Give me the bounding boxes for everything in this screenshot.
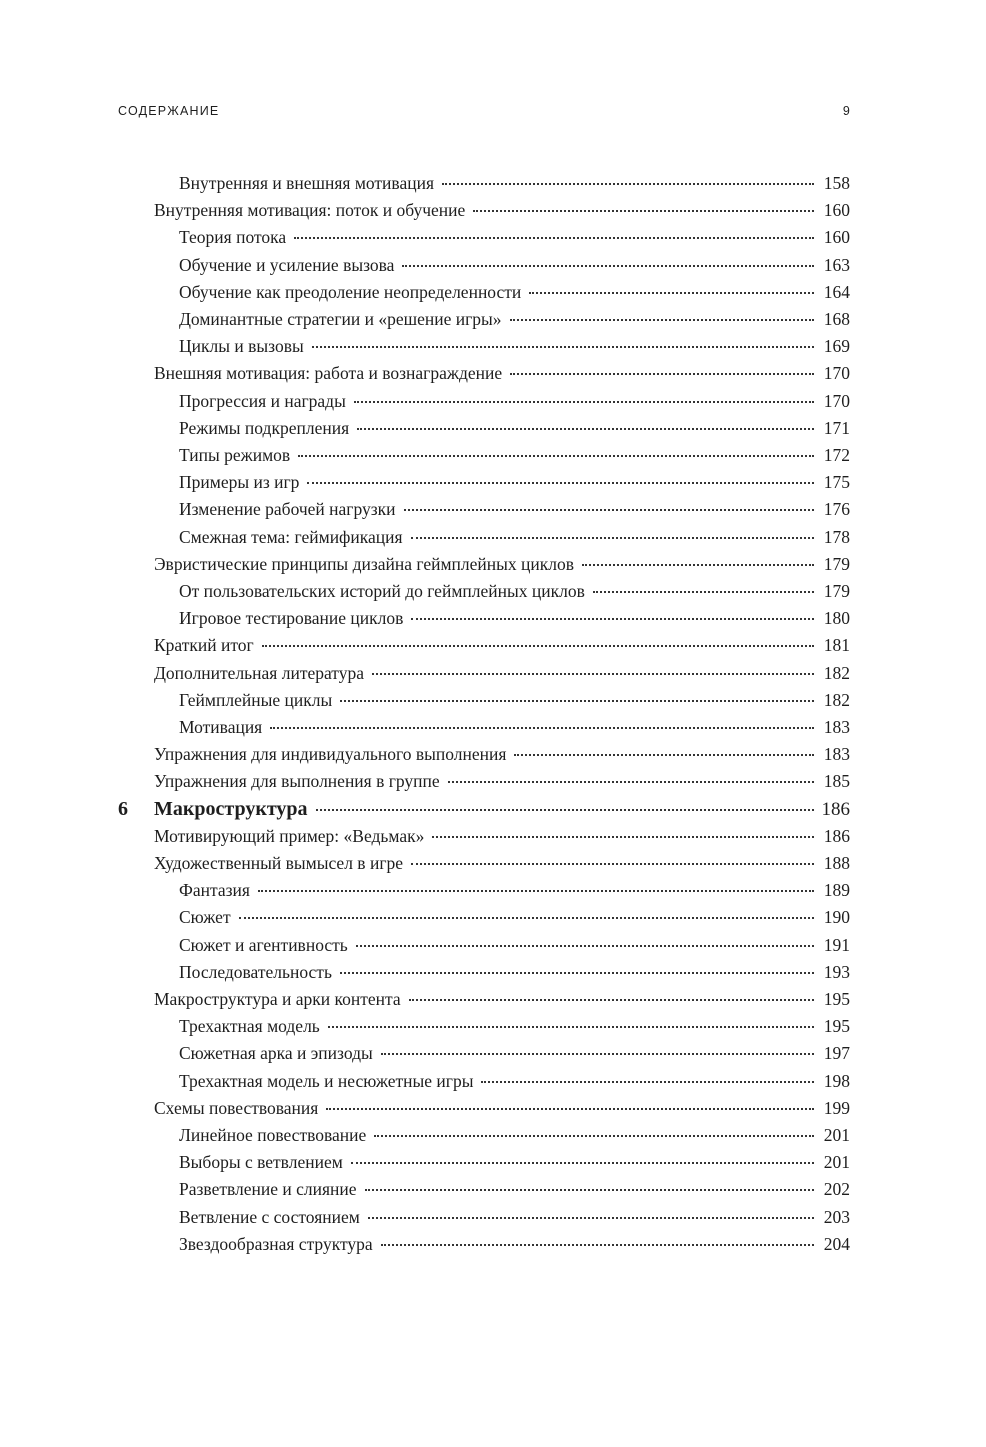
dot-leader (432, 836, 814, 838)
dot-leader (529, 292, 814, 294)
toc-entry[interactable] (154, 552, 850, 576)
toc-entry[interactable] (179, 1150, 850, 1174)
entry-title: Внутренняя и внешняя мотивация (179, 173, 435, 193)
entry-title: Выборы с ветвлением (179, 1152, 343, 1173)
toc-entry[interactable] (179, 389, 850, 413)
entry-title: Разветвление и слияние (179, 1179, 357, 1200)
dot-leader (473, 210, 814, 212)
chapter-number: 6 (118, 797, 128, 820)
entry-page-number: 190 (823, 907, 850, 928)
entry-title: Фантазия (179, 880, 250, 901)
toc-chapter-entry[interactable] (118, 797, 850, 822)
dot-leader (411, 537, 814, 539)
toc-entry[interactable] (179, 225, 850, 249)
entry-page-number: 158 (823, 173, 850, 193)
dot-leader (328, 1026, 814, 1028)
entry-title: Трехактная модель (179, 1016, 320, 1037)
entry-page-number: 169 (823, 336, 850, 357)
entry-title: Игровое тестирование циклов (179, 608, 404, 629)
entry-title: Обучение и усиление вызова (179, 254, 395, 275)
entry-page-number: 195 (823, 989, 850, 1009)
entry-page-number: 199 (823, 1097, 850, 1118)
entry-title: Примеры из игр (179, 472, 300, 493)
entry-title: Макроструктура (154, 797, 308, 820)
dot-leader (409, 999, 814, 1001)
dot-leader (270, 727, 814, 729)
toc-entry[interactable] (154, 769, 850, 793)
toc-entry[interactable] (179, 960, 850, 984)
entry-page-number: 182 (823, 689, 850, 710)
entry-title: Обучение как преодоление неопределенности (179, 281, 522, 302)
entry-page-number: 179 (823, 581, 850, 601)
entry-page-number: 204 (823, 1233, 850, 1254)
dot-leader (448, 781, 814, 783)
dot-leader (442, 183, 814, 185)
dot-leader (340, 700, 814, 702)
entry-page-number: 186 (823, 825, 850, 846)
entry-title: Макроструктура и арки контента (154, 989, 401, 1009)
dot-leader (294, 237, 814, 239)
toc-entry[interactable] (179, 933, 850, 957)
entry-title: Ветвление с состоянием (179, 1206, 360, 1227)
entry-page-number: 189 (823, 880, 850, 901)
entry-title: Доминантные стратегии и «решение игры» (179, 309, 502, 329)
entry-page-number: 171 (823, 417, 850, 438)
entry-page-number: 182 (823, 662, 850, 683)
toc-entry[interactable] (154, 361, 850, 385)
dot-leader (372, 673, 814, 675)
entry-page-number: 183 (823, 717, 850, 737)
dot-leader (510, 319, 814, 321)
entry-page-number: 198 (823, 1070, 850, 1091)
entry-title: Смежная тема: геймификация (179, 526, 403, 547)
dot-leader (381, 1053, 814, 1055)
toc-entry[interactable] (179, 443, 850, 467)
toc-entry[interactable] (179, 579, 850, 603)
entry-page-number: 170 (823, 390, 850, 411)
entry-title: Типы режимов (179, 445, 291, 465)
toc-entry[interactable] (179, 1014, 850, 1038)
dot-leader (404, 509, 814, 511)
entry-page-number: 201 (823, 1152, 850, 1173)
entry-title: Художественный вымысел в игре (154, 853, 404, 873)
dot-leader (262, 645, 814, 647)
toc-entry[interactable] (154, 742, 850, 766)
entry-title: Упражнения для индивидуального выполнения (154, 744, 507, 765)
dot-leader (481, 1081, 814, 1083)
entry-title: Режимы подкрепления (179, 417, 350, 438)
dot-leader (368, 1217, 814, 1219)
entry-page-number: 175 (823, 472, 850, 493)
entry-title: От пользовательских историй до геймплейных циклов (179, 581, 585, 601)
entry-title: Геймплейные циклы (179, 689, 333, 710)
toc-entry[interactable] (179, 171, 850, 195)
toc-entry[interactable] (179, 307, 850, 331)
dot-leader (365, 1189, 814, 1191)
entry-page-number: 186 (821, 798, 850, 820)
dot-leader (307, 482, 814, 484)
entry-title: Изменение рабочей нагрузки (179, 499, 396, 520)
dot-leader (298, 455, 814, 457)
toc-entry[interactable] (179, 470, 850, 494)
page-number: 9 (842, 104, 851, 118)
dot-leader (354, 401, 814, 403)
entry-title: Мотивирующий пример: «Ведьмак» (154, 825, 425, 846)
entry-page-number: 160 (823, 227, 850, 248)
entry-page-number: 178 (823, 526, 850, 547)
entry-page-number: 193 (823, 961, 850, 982)
toc-entry[interactable] (179, 416, 850, 440)
entry-page-number: 164 (823, 281, 850, 302)
dot-leader (514, 754, 814, 756)
entry-page-number: 185 (823, 771, 850, 792)
toc-entry[interactable] (154, 198, 850, 222)
dot-leader (258, 890, 814, 892)
entry-page-number: 179 (823, 553, 850, 574)
entry-page-number: 183 (823, 744, 850, 765)
toc-entry[interactable] (179, 715, 850, 739)
toc-entry[interactable] (179, 1232, 850, 1256)
dot-leader (356, 945, 814, 947)
dot-leader (340, 972, 814, 974)
toc-entry[interactable] (154, 1096, 850, 1120)
entry-title: Циклы и вызовы (179, 336, 304, 357)
entry-title: Последовательность (179, 961, 332, 982)
entry-page-number: 160 (823, 200, 850, 221)
toc-entry[interactable] (179, 905, 850, 929)
toc-entry[interactable] (179, 525, 850, 549)
running-head-title: СОДЕРЖАНИЕ (118, 104, 220, 118)
dot-leader (374, 1135, 814, 1137)
entry-page-number: 188 (823, 853, 850, 873)
entry-title: Линейное повествование (179, 1125, 367, 1145)
dot-leader (411, 863, 814, 865)
dot-leader (402, 265, 814, 267)
entry-title: Сюжетная арка и эпизоды (179, 1043, 373, 1064)
entry-title: Дополнительная литература (154, 662, 364, 683)
entry-title: Теория потока (179, 227, 287, 248)
dot-leader (239, 917, 814, 919)
entry-title: Схемы повествования (154, 1097, 319, 1118)
dot-leader (411, 618, 814, 620)
toc-entry[interactable] (179, 497, 850, 521)
entry-page-number: 195 (823, 1016, 850, 1037)
toc-entry[interactable] (179, 688, 850, 712)
entry-title: Упражнения для выполнения в группе (154, 771, 440, 792)
entry-title: Звездообразная структура (179, 1233, 373, 1254)
toc-entry[interactable] (179, 280, 850, 304)
entry-page-number: 176 (823, 499, 850, 520)
entry-title: Мотивация (179, 717, 263, 737)
toc-entry[interactable] (154, 633, 850, 657)
entry-page-number: 181 (823, 635, 850, 656)
toc-entry[interactable] (179, 1069, 850, 1093)
entry-page-number: 163 (823, 254, 850, 275)
dot-leader (316, 809, 814, 811)
entry-page-number: 203 (823, 1206, 850, 1227)
entry-title: Сюжет (179, 907, 231, 928)
dot-leader (381, 1244, 814, 1246)
entry-page-number: 172 (823, 445, 850, 465)
entry-page-number: 202 (823, 1179, 850, 1200)
toc-entry[interactable] (179, 1041, 850, 1065)
toc-entry[interactable] (154, 987, 850, 1011)
entry-title: Трехактная модель и несюжетные игры (179, 1070, 474, 1091)
toc-entry[interactable] (179, 606, 850, 630)
entry-page-number: 191 (823, 934, 850, 955)
toc-entry[interactable] (179, 1123, 850, 1147)
entry-title: Внешняя мотивация: работа и вознаграждение (154, 363, 503, 384)
toc-entry[interactable] (179, 878, 850, 902)
dot-leader (326, 1108, 814, 1110)
entry-title: Эвристические принципы дизайна геймплейных циклов (154, 553, 574, 574)
entry-page-number: 170 (823, 363, 850, 384)
toc-entry[interactable] (179, 1205, 850, 1229)
toc-entry[interactable] (179, 334, 850, 358)
entry-page-number: 197 (823, 1043, 850, 1064)
entry-title: Прогрессия и награды (179, 390, 346, 411)
dot-leader (357, 428, 814, 430)
toc-entry[interactable] (154, 824, 850, 848)
dot-leader (510, 373, 814, 375)
entry-page-number: 201 (823, 1125, 850, 1145)
entry-page-number: 168 (823, 309, 850, 329)
toc-entry[interactable] (179, 253, 850, 277)
dot-leader (351, 1162, 814, 1164)
dot-leader (582, 564, 814, 566)
toc-entry[interactable] (154, 851, 850, 875)
toc-entry[interactable] (154, 661, 850, 685)
entry-title: Краткий итог (154, 635, 254, 656)
toc-entry[interactable] (179, 1177, 850, 1201)
entry-page-number: 180 (823, 608, 850, 629)
entry-title: Сюжет и агентивность (179, 934, 348, 955)
running-head (118, 104, 851, 118)
dot-leader (312, 346, 814, 348)
entry-title: Внутренняя мотивация: поток и обучение (154, 200, 466, 221)
dot-leader (593, 591, 814, 593)
